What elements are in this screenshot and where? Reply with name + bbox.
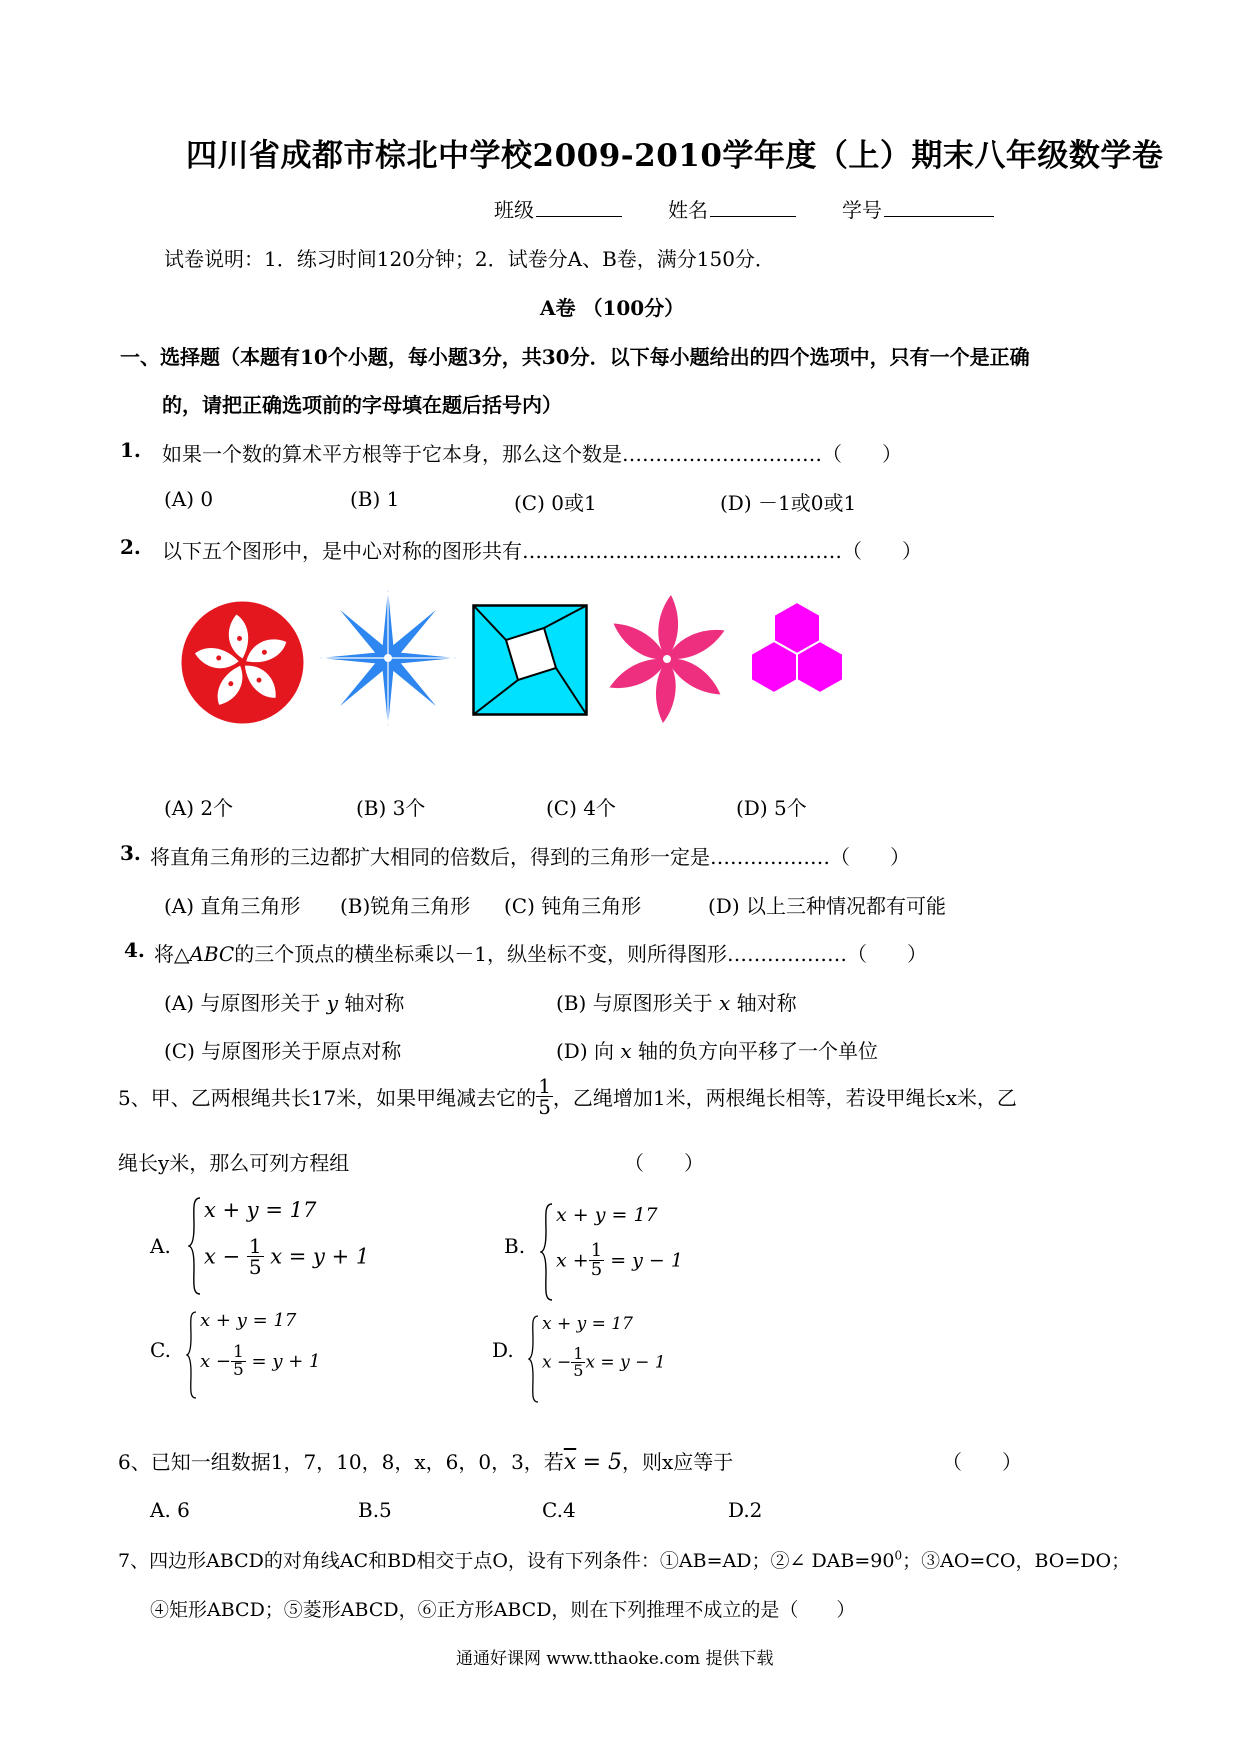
- q1-option-b[interactable]: (B) 1: [350, 487, 400, 511]
- q5-option-c-system[interactable]: x + y = 17 x − $\frac{1}{5}$ = y + 1: [186, 1310, 326, 1400]
- q1-option-a[interactable]: (A) 0: [164, 487, 214, 511]
- mean-symbol: $\overline{x}$: [563, 1450, 577, 1475]
- q5-option-c-label[interactable]: C.: [150, 1338, 171, 1362]
- q3-number: 3.: [120, 841, 141, 865]
- footer-source: 通通好课网 www.tthaoke.com 提供下载: [456, 1649, 774, 1669]
- q3-option-c[interactable]: (C) 钝角三角形: [504, 894, 642, 918]
- page-title: 四川省成都市棕北中学校2009-2010学年度（上）期末八年级数学卷: [186, 138, 1164, 174]
- six-petal-flower-figure: [600, 592, 734, 726]
- q5-option-d-system[interactable]: x + y = 17 x − $\frac{1}{5}$ x = y − 1: [528, 1314, 668, 1404]
- eight-point-star-figure: [318, 588, 458, 728]
- class-label: 班级: [494, 198, 534, 222]
- name-label: 姓名: [668, 198, 708, 222]
- q5-answer-paren[interactable]: （ ）: [624, 1151, 704, 1175]
- q1-number: 1.: [120, 438, 141, 462]
- q6-answer-paren[interactable]: （ ）: [942, 1450, 1022, 1474]
- q5-option-d-label[interactable]: D.: [492, 1338, 514, 1362]
- section-a-heading: A卷 （100分）: [540, 296, 685, 320]
- brace-icon: [528, 1314, 540, 1404]
- name-field[interactable]: [668, 194, 796, 223]
- q4-text: 将△ABC的三个顶点的横坐标乘以－1，纵坐标不变，则所得图形………………（ ）: [154, 942, 927, 966]
- q4-option-c[interactable]: (C) 与原图形关于原点对称: [164, 1039, 402, 1063]
- number-label: 学号: [842, 198, 882, 222]
- q3-text: 将直角三角形的三边都扩大相同的倍数后，得到的三角形一定是………………（ ）: [150, 845, 910, 869]
- q1-text: 如果一个数的算术平方根等于它本身，那么这个数是…………………………（ ）: [162, 442, 902, 466]
- q6-option-b[interactable]: B.5: [358, 1498, 392, 1522]
- q6-option-a[interactable]: A. 6: [150, 1498, 190, 1522]
- q1-option-d[interactable]: (D) －1或0或1: [720, 491, 857, 515]
- q5-text-line2: 绳长y米，那么可列方程组: [118, 1151, 350, 1175]
- number-field[interactable]: [842, 194, 994, 223]
- q3-option-a[interactable]: (A) 直角三角形: [164, 894, 301, 918]
- q3-option-b[interactable]: (B)锐角三角形: [340, 894, 471, 918]
- q4-option-d[interactable]: (D) 向 x 轴的负方向平移了一个单位: [556, 1039, 878, 1063]
- q5-option-a-system[interactable]: x + y = 17 x − $\frac{1}{5}$ x = y + 1: [188, 1196, 348, 1296]
- q5-option-a-label[interactable]: A.: [150, 1234, 171, 1258]
- q7-text-line2: ④矩形ABCD；⑤菱形ABCD，⑥正方形ABCD，则在下列推理不成立的是（ ）: [150, 1599, 856, 1621]
- q2-option-b[interactable]: (B) 3个: [356, 796, 426, 820]
- q6-option-c[interactable]: C.4: [542, 1498, 576, 1522]
- q6-text: 6、已知一组数据1，7，10，8，x，6，0，3，若$\overline{x} = 5$，则x应等于: [118, 1450, 734, 1475]
- hong-kong-bauhinia-figure: [180, 600, 305, 725]
- q5-option-b-system[interactable]: x + y = 17 x + $\frac{1}{5}$ = y − 1: [540, 1202, 700, 1302]
- q2-option-d[interactable]: (D) 5个: [736, 796, 807, 820]
- exam-notes: 试卷说明：1．练习时间120分钟；2．试卷分A、B卷，满分150分．: [164, 247, 775, 271]
- q3-option-d[interactable]: (D) 以上三种情况都有可能: [708, 894, 946, 918]
- q4-option-b[interactable]: (B) 与原图形关于 x 轴对称: [556, 991, 797, 1015]
- class-blank[interactable]: [536, 194, 622, 217]
- brace-icon: [186, 1310, 198, 1400]
- number-blank[interactable]: [884, 194, 994, 217]
- part1-heading-line2: 的，请把正确选项前的字母填在题后括号内）: [162, 393, 562, 417]
- q5-fraction: $\frac{1}{5}$: [538, 1074, 551, 1119]
- part1-heading-line1: 一、选择题（本题有10个小题，每小题3分，共30分．以下每小题给出的四个选项中，只有一个是正确: [120, 345, 1030, 369]
- q4-option-a[interactable]: (A) 与原图形关于 y 轴对称: [164, 991, 405, 1015]
- q2-number: 2.: [120, 535, 141, 559]
- three-hexagons-figure: [736, 598, 858, 720]
- q2-text: 以下五个图形中，是中心对称的图形共有…………………………………………（ ）: [162, 539, 922, 563]
- square-pinwheel-figure: [472, 604, 588, 716]
- name-blank[interactable]: [710, 194, 796, 217]
- q5-option-b-label[interactable]: B.: [504, 1234, 526, 1258]
- q5-text-line1: 5、甲、乙两根绳共长17米，如果甲绳减去它的 $\frac{1}{5}$ ，乙绳增加1米，两根绳长相等，若设甲绳长x米，乙: [118, 1074, 1017, 1119]
- q4-number: 4.: [124, 938, 145, 962]
- q2-option-c[interactable]: (C) 4个: [546, 796, 616, 820]
- brace-icon: [540, 1202, 554, 1302]
- class-field[interactable]: [494, 194, 622, 223]
- q2-option-a[interactable]: (A) 2个: [164, 796, 234, 820]
- q7-text-line1: 7、四边形ABCD的对角线AC和BD相交于点O，设有下列条件：①AB=AD；②∠ $DAB=90^0$；③AO=CO，BO=DO；: [118, 1548, 1131, 1572]
- brace-icon: [188, 1196, 202, 1296]
- q1-option-c[interactable]: (C) 0或1: [514, 491, 597, 515]
- q6-option-d[interactable]: D.2: [728, 1498, 763, 1522]
